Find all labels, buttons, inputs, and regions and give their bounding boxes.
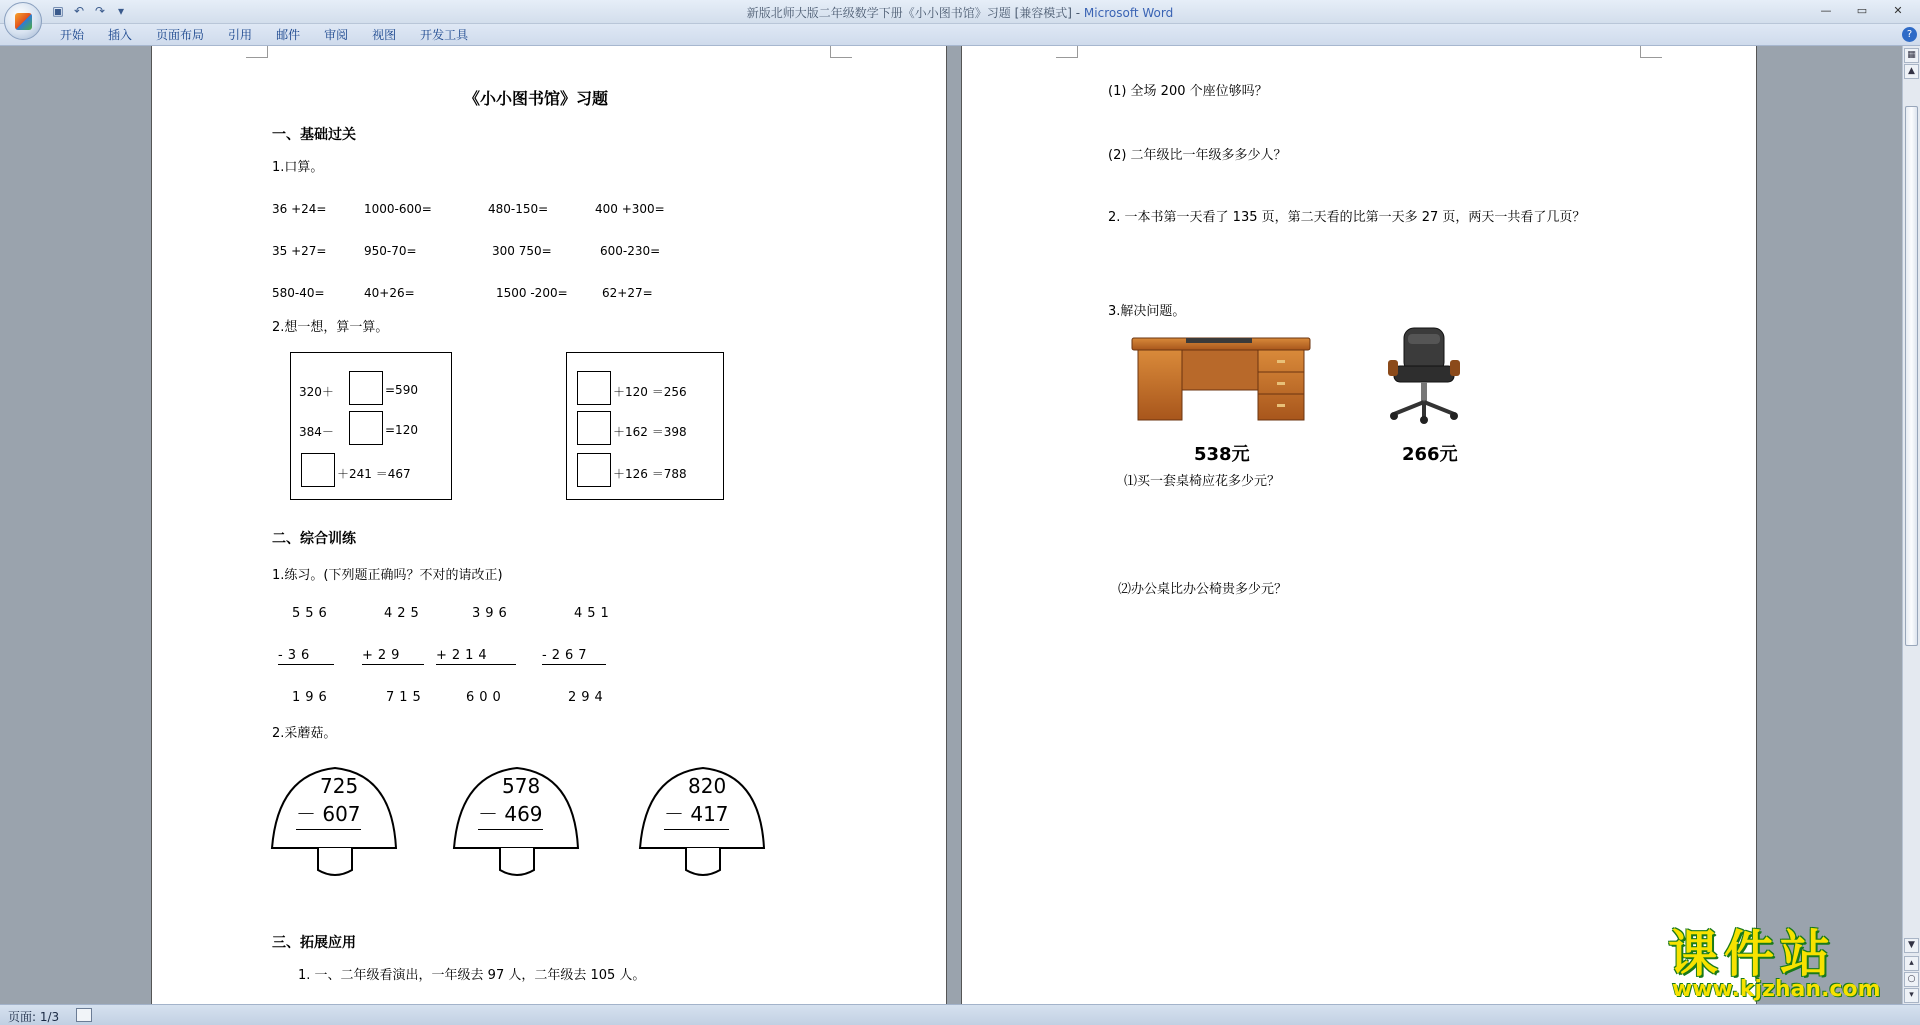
window-title	[0, 4, 1920, 21]
mental-math-item: 40+26=	[364, 286, 415, 300]
tab-mailings[interactable]: 邮件	[276, 28, 301, 42]
equation-right: ＋120 ＝256	[613, 385, 687, 399]
next-page-icon[interactable]: ▾	[1904, 988, 1919, 1003]
mushroom-top-number: 578	[502, 774, 541, 798]
vertical-calc-top: 425	[384, 606, 424, 621]
customize-qat-icon[interactable]: ▾	[117, 4, 125, 18]
margin-corner-marker	[830, 46, 852, 58]
vertical-calc-result: 294	[568, 690, 608, 705]
vertical-calc-result: 715	[386, 690, 426, 705]
section-heading-3: 三、拓展应用	[272, 935, 356, 951]
mushroom-top-number: 725	[320, 774, 359, 798]
document-page-1[interactable]	[152, 46, 946, 1004]
tab-view[interactable]: 视图	[372, 28, 397, 42]
redo-icon[interactable]: ↷	[94, 4, 106, 18]
scroll-down-icon[interactable]: ▼	[1904, 938, 1919, 953]
vertical-calc-top: 396	[472, 606, 512, 621]
ruler-toggle-icon[interactable]: ▦	[1904, 48, 1919, 63]
vertical-calc-operand: -267	[542, 648, 606, 665]
question-label: ⑵办公桌比办公椅贵多少元？	[1118, 582, 1288, 597]
tab-page-layout[interactable]: 页面布局	[156, 28, 205, 42]
mental-math-item: 35 +27=	[272, 244, 327, 258]
mushroom-bottom-number: － 469	[478, 798, 543, 830]
help-icon[interactable]: ?	[1902, 27, 1917, 42]
fill-in-box-2	[566, 352, 724, 500]
document-title: 新版北师大版二年级数学下册《小小图书馆》习题 [兼容模式] -	[746, 6, 1084, 20]
section-heading-1: 一、基础过关	[272, 127, 356, 143]
mental-math-item: 1500 -200=	[496, 286, 568, 300]
close-icon[interactable]: ✕	[1893, 3, 1903, 17]
question-label: 2.采蘑菇。	[272, 726, 337, 741]
answer-box[interactable]	[577, 371, 611, 405]
mushroom-top-number: 820	[688, 774, 727, 798]
mushroom-problem	[638, 764, 768, 882]
vertical-scrollbar[interactable]	[1902, 46, 1920, 1004]
watermark-url: www.kjzhan.com	[1672, 977, 1881, 1002]
margin-corner-marker	[246, 46, 268, 58]
question-label: 3.解决问题。	[1108, 304, 1186, 319]
mental-math-item: 300 750=	[492, 244, 552, 258]
equation-right: ＋126 ＝788	[613, 467, 687, 481]
mental-math-item: 600-230=	[600, 244, 661, 258]
mental-math-item: 62+27=	[602, 286, 653, 300]
margin-corner-marker	[1640, 46, 1662, 58]
equation-left: 384－	[299, 425, 334, 439]
maximize-icon[interactable]: ▭	[1856, 3, 1868, 17]
scroll-up-icon[interactable]: ▲	[1904, 64, 1919, 79]
margin-corner-marker	[1056, 46, 1078, 58]
vertical-calc-operand: +29	[362, 648, 424, 665]
equation-right: ＋162 ＝398	[613, 425, 687, 439]
document-page-2[interactable]	[962, 46, 1756, 1004]
title-bar	[0, 0, 1920, 24]
vertical-calc-operand: +214	[436, 648, 516, 665]
question-label: (2) 二年级比一年级多多少人？	[1108, 148, 1287, 163]
mental-math-item: 1000-600=	[364, 202, 432, 216]
answer-box[interactable]	[349, 411, 383, 445]
app-name: Microsoft Word	[1083, 6, 1174, 20]
proofing-icon[interactable]	[76, 1008, 92, 1022]
question-label: ⑴买一套桌椅应花多少元？	[1124, 474, 1281, 489]
tab-developer[interactable]: 开发工具	[420, 28, 469, 42]
tab-review[interactable]: 审阅	[324, 28, 349, 42]
mental-math-item: 400 +300=	[595, 202, 665, 216]
mushroom-bottom-number: － 417	[664, 798, 729, 830]
office-chair-icon	[1384, 326, 1464, 424]
office-logo-icon	[15, 13, 32, 30]
mental-math-item: 36 +24=	[272, 202, 327, 216]
question-label: 1.口算。	[272, 160, 324, 175]
equation-left: 320＋	[299, 385, 334, 399]
section-heading-2: 二、综合训练	[272, 531, 356, 547]
vertical-calc-operand: -36	[278, 648, 334, 665]
scrollbar-thumb[interactable]	[1905, 106, 1918, 646]
previous-page-icon[interactable]: ▴	[1904, 956, 1919, 971]
mushroom-bottom-number: － 607	[296, 798, 361, 830]
desk-price: 538元	[1194, 444, 1250, 465]
vertical-calc-top: 556	[292, 606, 332, 621]
mushroom-problem	[270, 764, 400, 882]
undo-icon[interactable]: ↶	[73, 4, 85, 18]
mental-math-item: 950-70=	[364, 244, 417, 258]
question-label: 2.想一想，算一算。	[272, 320, 389, 335]
fill-in-box-1	[290, 352, 452, 500]
tab-insert[interactable]: 插入	[108, 28, 133, 42]
question-label: (1) 全场 200 个座位够吗？	[1108, 84, 1268, 99]
vertical-calc-result: 196	[292, 690, 332, 705]
document-workspace	[0, 46, 1902, 1004]
save-icon[interactable]: ▣	[52, 4, 64, 18]
mental-math-item: 480-150=	[488, 202, 549, 216]
question-label: 1. 一、二年级看演出，一年级去 97 人，二年级去 105 人。	[298, 968, 646, 983]
equation-right: =120	[385, 423, 418, 437]
tab-home[interactable]: 开始	[60, 28, 85, 42]
mental-math-item: 580-40=	[272, 286, 325, 300]
answer-box[interactable]	[349, 371, 383, 405]
answer-box[interactable]	[577, 411, 611, 445]
minimize-icon[interactable]: —	[1820, 3, 1832, 17]
vertical-calc-result: 600	[466, 690, 506, 705]
chair-image	[1384, 326, 1464, 424]
mushroom-problem	[452, 764, 582, 882]
question-label: 1.练习。(下列题正确吗？不对的请改正)	[272, 568, 503, 583]
desk-image	[1130, 332, 1312, 424]
tab-references[interactable]: 引用	[228, 28, 253, 42]
browse-object-icon[interactable]: ○	[1904, 972, 1919, 987]
office-button[interactable]	[4, 2, 42, 40]
page-title: 《小小图书馆》习题	[464, 89, 609, 108]
answer-box[interactable]	[301, 453, 335, 487]
chair-price: 266元	[1402, 444, 1458, 465]
window-controls	[1808, 0, 1916, 20]
equation-right: =590	[385, 383, 418, 397]
desk-icon	[1130, 332, 1312, 424]
status-bar	[0, 1004, 1920, 1025]
ribbon-tab-bar	[0, 24, 1920, 46]
question-label: 2. 一本书第一天看了 135 页，第二天看的比第一天多 27 页，两天一共看了几页？	[1108, 210, 1586, 225]
watermark-logo	[1668, 926, 1904, 1004]
watermark-text: 课件站	[1668, 925, 1836, 983]
answer-box[interactable]	[577, 453, 611, 487]
equation-right: ＋241 ＝467	[337, 467, 411, 481]
page-indicator[interactable]: 页面: 1/3	[8, 1010, 60, 1024]
vertical-calc-top: 451	[574, 606, 614, 621]
